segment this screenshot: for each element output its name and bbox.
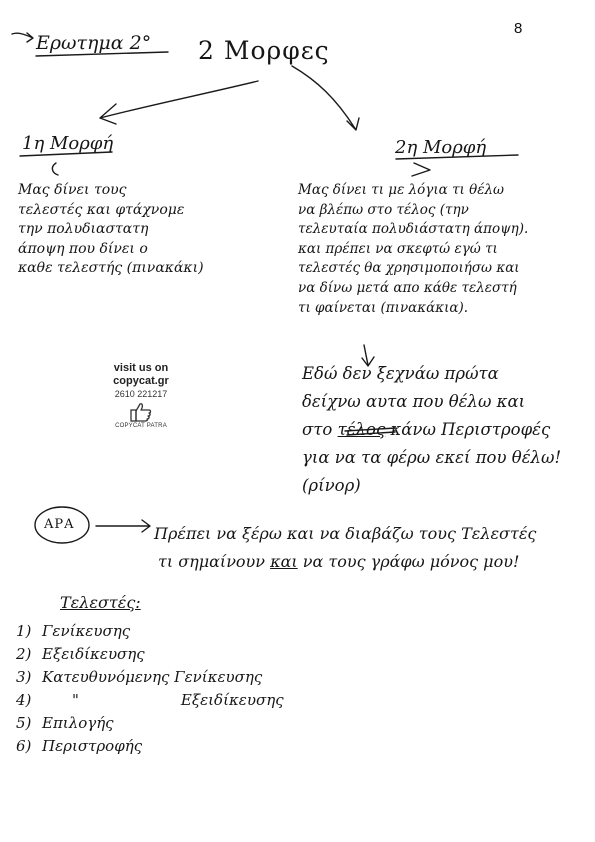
list-item-number: 6) (16, 737, 32, 755)
form2-line: να δίνω μετά απο κάθε τελεστή (298, 279, 517, 296)
conclusion-line (154, 548, 536, 576)
list-item (16, 689, 284, 712)
form1-line: καθε τελεστής (πινακάκι) (18, 260, 204, 277)
advert-site: copycat.gr (113, 375, 169, 387)
list-item-number: 4) (16, 691, 32, 709)
question-arrow-icon (12, 33, 33, 42)
main-title: 2 Μορφες (198, 36, 330, 65)
form1-line: Μας δίνει τους (18, 182, 127, 198)
thumbs-up-icon (130, 402, 152, 422)
arrow-to-form2-icon (292, 66, 359, 130)
list-item-label: Εξειδίκευσης (42, 645, 145, 663)
list-item (16, 712, 284, 735)
list-item-ditto: " (72, 691, 79, 709)
question-label: Ερωτημα 2° (36, 32, 152, 54)
note-block (302, 360, 561, 500)
list-item-number: 1) (16, 622, 32, 640)
note-line (302, 416, 561, 444)
form1-line: τελεστές και φτάχνομε (18, 201, 185, 218)
form2-line: να βλέπω στο τέλος (την (298, 201, 469, 218)
note-line: δείχνω αυτα που θέλω και (302, 392, 526, 411)
note-line: για να τα φέρω εκεί που θέλω! (302, 448, 562, 467)
conclusion-text (154, 520, 536, 576)
types-list (16, 620, 284, 758)
note-line: (ρίνορ) (302, 476, 361, 495)
form1-description (18, 181, 204, 279)
advert-visit: visit us on (113, 362, 169, 374)
form2-line: και πρέπει να σκεφτώ εγώ τι (298, 240, 498, 257)
list-item-label: Εξειδίκευσης (180, 691, 284, 709)
form2-down-arrow-icon (412, 163, 430, 176)
form2-description (298, 181, 528, 318)
form1-line: την πολυδιαστατη (18, 221, 149, 238)
note-text: κάνω Περιστροφές (385, 420, 551, 439)
list-item-number: 5) (16, 714, 32, 732)
arrow-to-form1-icon (100, 81, 258, 124)
conclusion-underlined-word: και (270, 552, 298, 571)
list-item-label: Επιλογής (42, 714, 114, 732)
form2-line: Μας δίνει τι με λόγια τι θέλω (298, 182, 505, 198)
form2-line: τελεστές θα χρησιμοποιήσω και (298, 260, 520, 277)
copycat-advert (96, 362, 186, 430)
list-item (16, 643, 284, 666)
note-line: Εδώ δεν ξεχνάω πρώτα (302, 364, 499, 383)
list-item-number: 3) (16, 668, 32, 686)
conclusion-text-part: τι σημαίνουν (158, 552, 271, 571)
note-underlined-word: τέλος (337, 420, 386, 439)
ara-label: ΑΡΑ (44, 517, 75, 532)
list-item (16, 735, 284, 758)
page-number: 8 (514, 20, 523, 37)
form1-line: άποψη που δίνει ο (18, 240, 148, 257)
list-item-label: Περιστροφής (42, 737, 143, 755)
conclusion-line: Πρέπει να ξέρω και να διαβάζω τους Τελεστές (154, 524, 537, 543)
list-item (16, 620, 284, 643)
list-item-label: Γενίκευσης (42, 622, 131, 640)
advert-phone: 2610 221217 (114, 389, 168, 399)
advert-name: COPYCAT PATRA (115, 423, 167, 429)
list-item-number: 2) (16, 645, 32, 663)
list-item (16, 666, 284, 689)
form2-line: τι φαίνεται (πινακάκια). (298, 299, 469, 316)
form1-down-arrow-icon (52, 163, 58, 175)
ara-arrow-icon (96, 520, 150, 532)
list-item-label: Κατευθυνόμενης Γενίκευσης (42, 668, 263, 686)
note-text: στο (302, 420, 338, 439)
form2-heading: 2η Μορφή (395, 137, 487, 158)
types-heading: Τελεστές: (60, 593, 141, 612)
form2-line: τελευταία πολυδιάστατη άποψη). (298, 221, 529, 238)
conclusion-text-part: να τους γράφω μόνος μου! (297, 552, 520, 571)
form1-heading: 1η Μορφή (22, 133, 114, 154)
